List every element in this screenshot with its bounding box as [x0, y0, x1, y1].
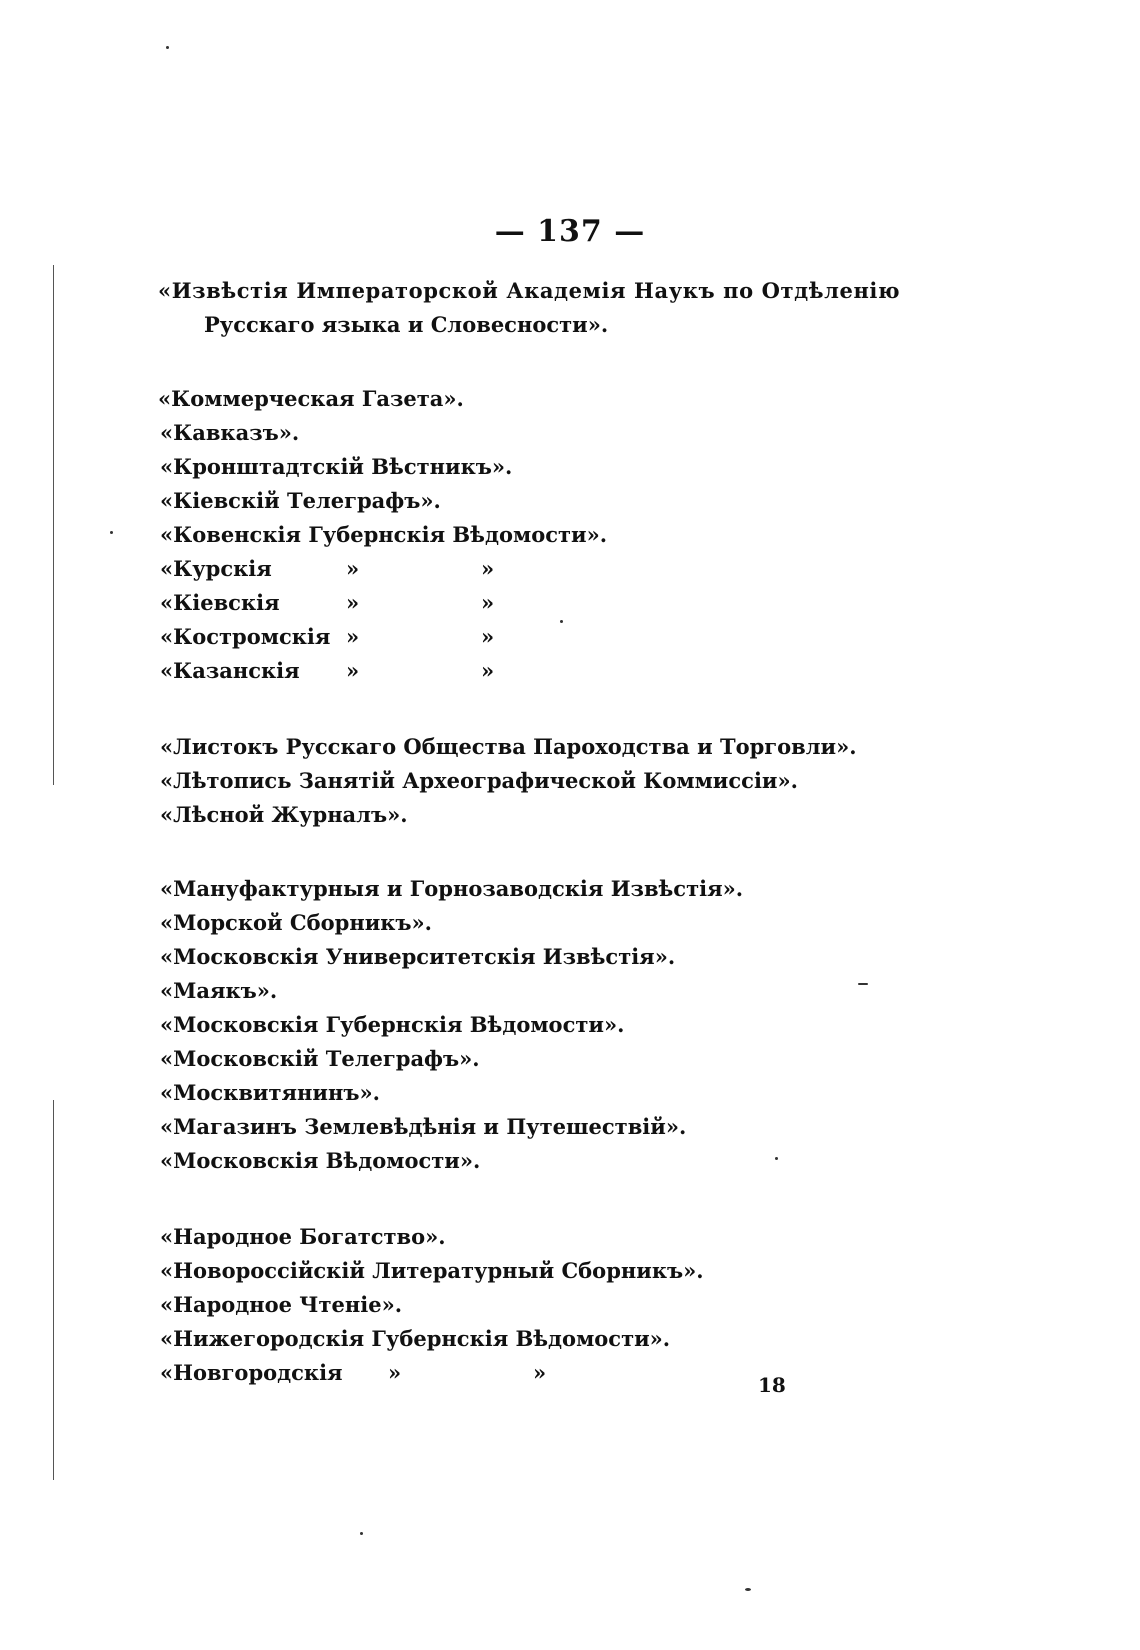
ditto-mark: »	[481, 658, 495, 683]
entry-line: «Маякъ».	[160, 978, 278, 1003]
ditto-row-name: «Кіевскія	[160, 590, 280, 615]
page-number: — 137 —	[494, 214, 646, 249]
scan-margin-line	[53, 265, 54, 785]
ditto-mark: »	[481, 624, 495, 649]
entry-line: «Народное Чтеніе».	[160, 1292, 403, 1317]
entry-line: «Нижегородскія Губернскія Вѣдомости».	[160, 1326, 671, 1351]
ditto-mark: »	[481, 556, 495, 581]
entry-line: «Мануфактурныя и Горнозаводскія Извѣстія».	[160, 876, 744, 901]
entry-line: «Ковенскія Губернскія Вѣдомости».	[160, 522, 608, 547]
scan-speck	[858, 983, 868, 985]
entry-line: «Кронштадтскій Вѣстникъ».	[160, 454, 513, 479]
scan-speck	[166, 46, 169, 49]
ditto-mark: »	[346, 658, 360, 683]
entry-line: «Московскія Университетскія Извѣстія».	[160, 944, 676, 969]
scan-margin-line	[53, 1100, 54, 1480]
entry-line: «Москвитянинъ».	[160, 1080, 380, 1105]
scan-speck	[560, 620, 563, 623]
entry-line: «Коммерческая Газета».	[158, 386, 464, 411]
scan-speck	[110, 531, 113, 534]
ditto-row-name: «Новгородскія	[160, 1360, 343, 1385]
scan-speck	[775, 1157, 778, 1160]
entry-line: «Народное Богатство».	[160, 1224, 446, 1249]
entry-line: «Московскій Телеграфъ».	[160, 1046, 480, 1071]
entry-line: «Новороссійскій Литературный Сборникъ».	[160, 1258, 704, 1283]
entry-line: «Магазинъ Землевѣдѣнія и Путешествій».	[160, 1114, 687, 1139]
scan-speck	[745, 1588, 751, 1591]
entry-line: «Лѣтопись Занятій Археографической Коммиссіи».	[160, 768, 798, 793]
entry-line: «Лѣсной Журналъ».	[160, 802, 408, 827]
ditto-mark: »	[481, 590, 495, 615]
scan-speck	[360, 1532, 363, 1535]
ditto-row-name: «Костромскія	[160, 624, 331, 649]
ditto-mark: »	[346, 624, 360, 649]
signature-mark: 18	[758, 1373, 786, 1397]
ditto-mark: »	[533, 1360, 547, 1385]
entry-line-continued: Русскаго языка и Словесности».	[204, 312, 609, 337]
ditto-mark: »	[346, 590, 360, 615]
ditto-row-name: «Курскія	[160, 556, 272, 581]
entry-line: «Морской Сборникъ».	[160, 910, 432, 935]
entry-line: «Московскія Губернскія Вѣдомости».	[160, 1012, 625, 1037]
entry-line: «Извѣстія Императорской Академія Наукъ по Отдѣленію	[158, 278, 901, 303]
ditto-row-name: «Казанскія	[160, 658, 300, 683]
entry-line: «Кіевскій Телеграфъ».	[160, 488, 441, 513]
entry-line: «Кавказъ».	[160, 420, 300, 445]
ditto-mark: »	[388, 1360, 402, 1385]
entry-line: «Листокъ Русскаго Общества Пароходства и Торговли».	[160, 734, 857, 759]
entry-line: «Московскія Вѣдомости».	[160, 1148, 481, 1173]
ditto-mark: »	[346, 556, 360, 581]
